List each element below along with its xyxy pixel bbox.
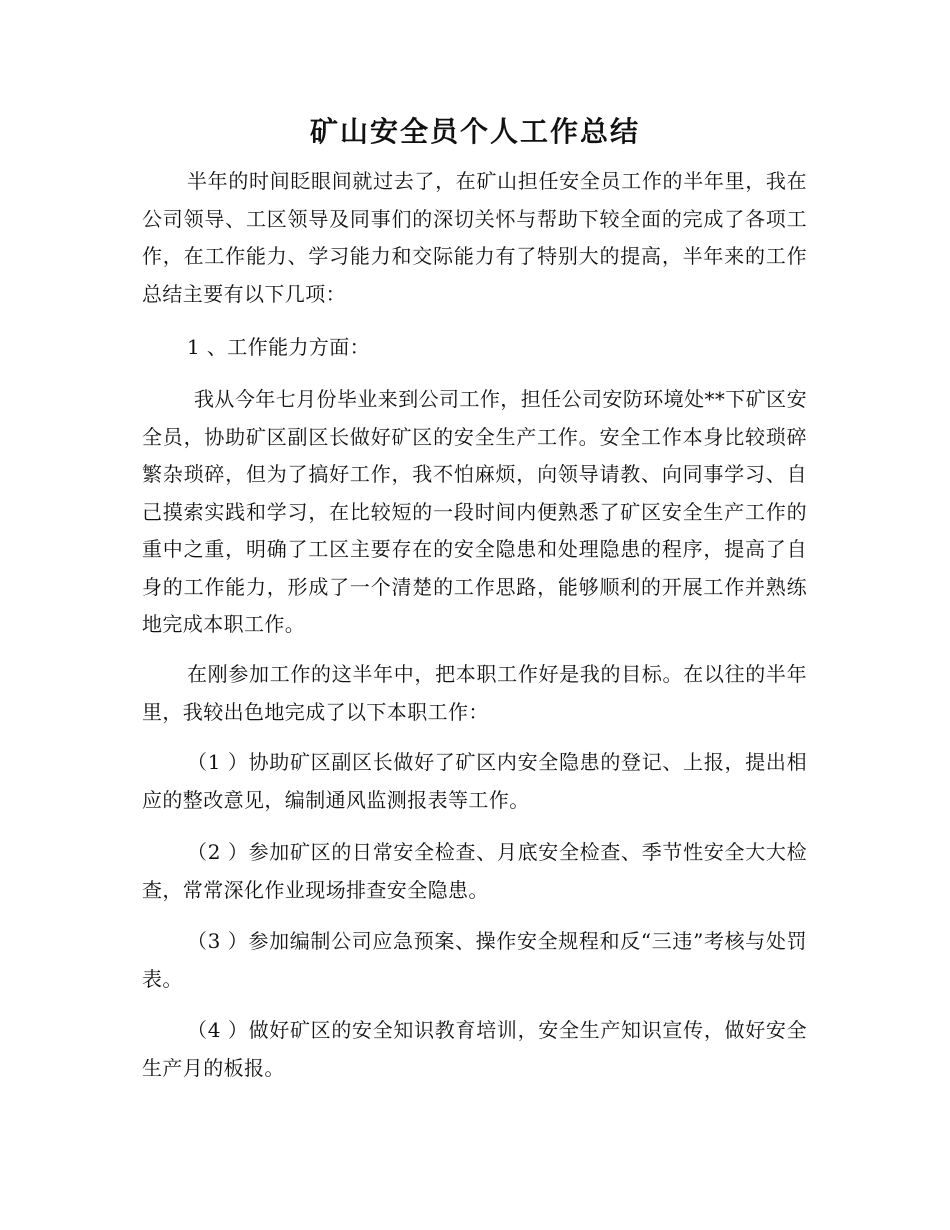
duty-item-4: （4 ）做好矿区的安全知识教育培训，安全生产知识宣传，做好安全生产月的板报。 (142, 1018, 807, 1080)
section-heading-work-ability: 1 、工作能力方面： (187, 335, 371, 359)
duty-item-1: （1 ）协助矿区副区长做好了矿区内安全隐患的登记、上报，提出相应的整改意见，编制通风监测报表等工作。 (142, 750, 807, 812)
duty-item-2: （2 ）参加矿区的日常安全检查、月底安全检查、季节性安全大大检查，常常深化作业现场排查安全隐患。 (142, 840, 807, 902)
work-ability-paragraph: 我从今年七月份毕业来到公司工作，担任公司安防环境处**下矿区安全员，协助矿区副区长做好矿区的安全生产工作。安全工作本身比较琐碎繁杂琐碎，但为了搞好工作，我不怕麻烦，向领导请教、向同事学习、自己摸索实践和学习，在比较短的一段时间内便熟悉了矿区安全生产工作的重中之重，明确了工区主要存在的安全隐患和处理隐患的程序，提高了自身的工作能力，形成了一个清楚的工作思路，能够顺利的开展工作并熟练地完成本职工作。 (142, 387, 807, 636)
duties-intro-paragraph: 在刚参加工作的这半年中，把本职工作好是我的目标。在以往的半年里，我较出色地完成了以下本职工作： (142, 662, 807, 724)
document-title: 矿山安全员个人工作总结 (309, 115, 640, 148)
intro-paragraph: 半年的时间眨眼间就过去了，在矿山担任安全员工作的半年里，我在公司领导、工区领导及同事们的深切关怀与帮助下较全面的完成了各项工作，在工作能力、学习能力和交际能力有了特别大的提高，半年来的工作总结主要有以下几项： (142, 169, 807, 306)
duty-item-3: （3 ）参加编制公司应急预案、操作安全规程和反“三违”考核与处罚表。 (142, 929, 807, 991)
